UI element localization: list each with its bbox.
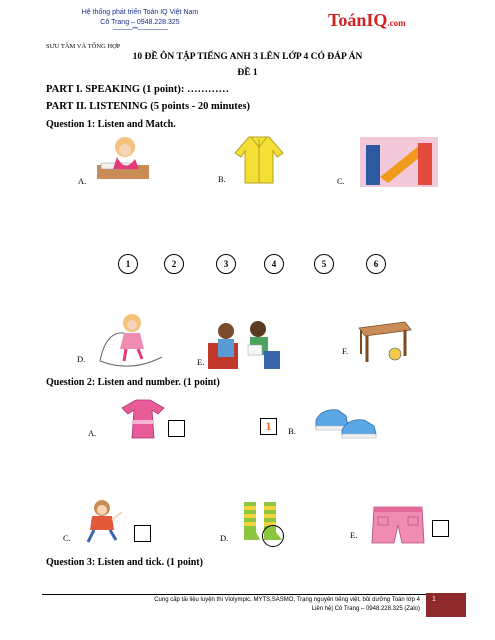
number-circle-1[interactable]: 1 xyxy=(118,254,138,274)
number-circle-3[interactable]: 3 xyxy=(216,254,236,274)
header-dots: -------------***-------------------- xyxy=(112,27,168,33)
yellow-jacket-picture xyxy=(233,135,285,185)
option-letter-c: C. xyxy=(337,176,345,186)
q2-letter-b: B. xyxy=(288,426,296,436)
page-number-badge: 1 xyxy=(426,593,466,617)
question2-heading: Question 2: Listen and number. (1 point) xyxy=(46,377,220,388)
pink-dress-picture xyxy=(118,398,168,440)
q2-letter-e: E. xyxy=(350,530,358,540)
q2-letter-a: A. xyxy=(88,428,97,438)
toaniq-logo xyxy=(328,10,406,31)
blue-shoes-picture xyxy=(312,402,382,440)
girl-reading-picture xyxy=(95,135,157,185)
question3-heading: Question 3: Listen and tick. (1 point) xyxy=(46,557,203,568)
question1-heading: Question 1: Listen and Match. xyxy=(46,119,176,130)
table-with-ball-picture xyxy=(355,320,413,364)
q2-answer-box-a[interactable] xyxy=(168,420,185,437)
number-circle-6[interactable]: 6 xyxy=(366,254,386,274)
q2-answer-box-e[interactable] xyxy=(432,520,449,537)
part-speaking: PART I. SPEAKING (1 point): ………… xyxy=(46,84,230,95)
brand-line: Hệ thống phát triển Toán IQ Việt Nam xyxy=(81,9,199,16)
collected-label: SƯU TẦM VÀ TỔNG HỢP xyxy=(46,43,121,50)
playground-slide-picture xyxy=(360,137,438,187)
option-letter-f: F. xyxy=(342,346,349,356)
girl-skipping-rope-picture xyxy=(96,311,166,367)
footer-line-1: Cung cấp tài liệu luyện thi Violympic, MYTS,SASMO, Trạng nguyên tiếng việt, bồi dưỡng Toán lớp 4 xyxy=(154,597,420,603)
option-letter-a: A. xyxy=(78,176,87,186)
number-circle-2[interactable]: 2 xyxy=(164,254,184,274)
part-listening: PART II. LISTENING (5 points - 20 minutes) xyxy=(46,101,251,112)
option-letter-d: D. xyxy=(77,354,86,364)
q2-answer-box-b[interactable]: 1 xyxy=(260,418,277,435)
contact-line: Cô Trang – 0948.228.325 xyxy=(100,19,180,26)
number-circle-4[interactable]: 4 xyxy=(264,254,284,274)
number-circle-5[interactable]: 5 xyxy=(314,254,334,274)
option-letter-b: B. xyxy=(218,174,226,184)
q2-answer-box-c[interactable] xyxy=(134,525,151,542)
footer-divider xyxy=(42,594,426,595)
children-reading-picture xyxy=(208,317,280,369)
child-playing-picture xyxy=(80,498,124,544)
page-title: 10 ĐỀ ÔN TẬP TIẾNG ANH 3 LÊN LỚP 4 CÓ ĐÁP ÁN xyxy=(132,52,363,62)
pink-shorts-picture xyxy=(370,503,426,547)
footer-line-2: Liên hệ| Cô Trang – 0948.228.325 (Zalo) xyxy=(311,606,420,612)
q2-answer-circle-d[interactable] xyxy=(262,525,284,547)
page-subtitle: ĐỀ 1 xyxy=(237,68,258,78)
q2-letter-c: C. xyxy=(63,533,71,543)
logo-text: ToánIQ xyxy=(328,10,388,30)
q2-letter-d: D. xyxy=(220,533,229,543)
logo-domain: .com xyxy=(387,18,406,28)
option-letter-e: E. xyxy=(197,357,205,367)
